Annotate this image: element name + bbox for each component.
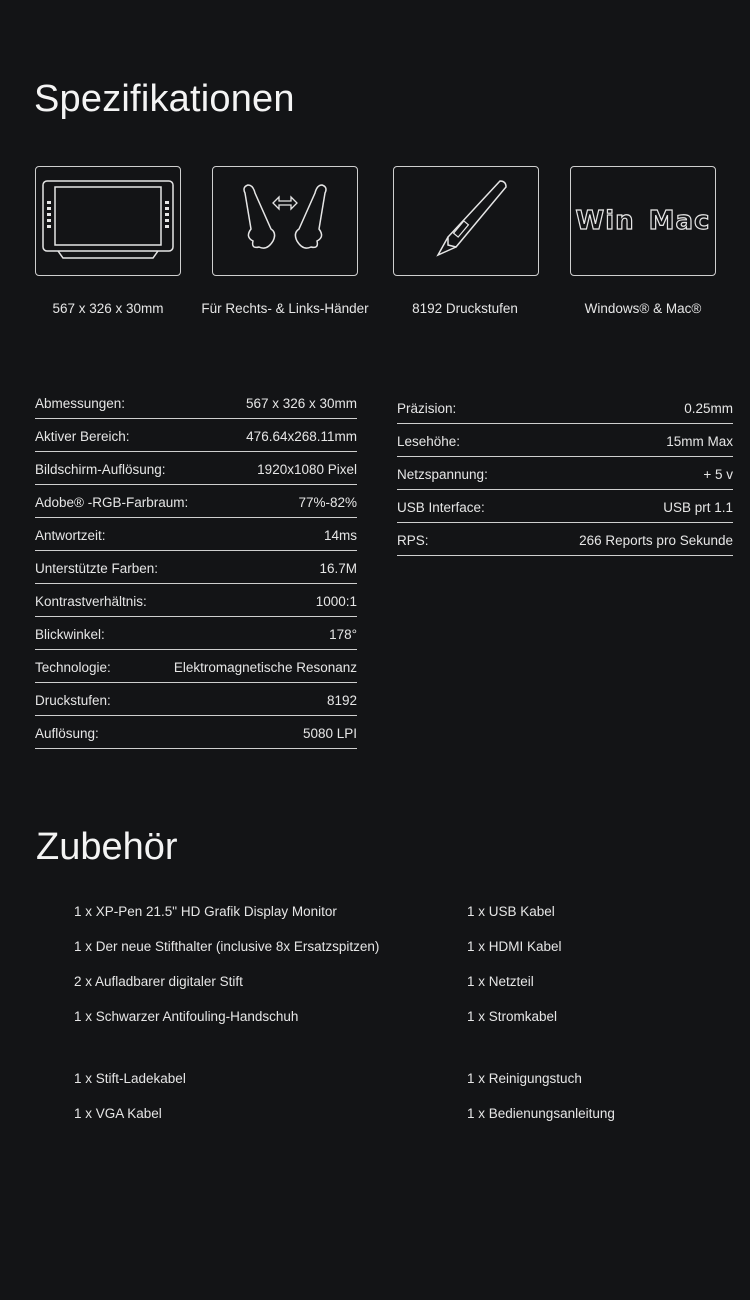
feature-box-hands xyxy=(212,166,358,276)
spec-value: 476.64x268.11mm xyxy=(246,428,357,444)
spec-label: Bildschirm-Auflösung: xyxy=(35,461,166,477)
accessory-item: 1 x USB Kabel xyxy=(467,904,555,919)
feature-box-os xyxy=(570,166,716,276)
spec-row xyxy=(35,419,357,452)
accessory-item: 1 x Bedienungsanleitung xyxy=(467,1106,615,1121)
spec-value: 266 Reports pro Sekunde xyxy=(579,532,733,548)
accessory-item: 1 x XP-Pen 21.5" HD Grafik Display Monitor xyxy=(74,904,337,919)
spec-label: Antwortzeit: xyxy=(35,527,106,543)
feature-caption: Für Rechts- & Links-Händer xyxy=(201,301,369,316)
feature-box-dimensions xyxy=(35,166,181,276)
stylus-pen-icon xyxy=(396,171,536,271)
spec-row xyxy=(35,617,357,650)
spec-label: RPS: xyxy=(397,532,429,548)
spec-value: 0.25mm xyxy=(684,400,733,416)
accessory-item: 1 x Schwarzer Antifouling-Handschuh xyxy=(74,1009,299,1024)
spec-value: 567 x 326 x 30mm xyxy=(245,395,357,411)
accessory-item: 1 x Stift-Ladekabel xyxy=(74,1071,186,1086)
spec-row xyxy=(35,584,357,617)
accessory-item: 1 x Der neue Stifthalter (inclusive 8x Ersatzspitzen) xyxy=(74,939,380,954)
accessory-item: 1 x Netzteil xyxy=(467,974,534,989)
spec-row xyxy=(35,452,357,485)
spec-row xyxy=(397,490,733,523)
left-right-hands-icon xyxy=(215,171,355,271)
spec-table-left xyxy=(35,386,357,749)
spec-row xyxy=(35,485,357,518)
accessory-item: 1 x HDMI Kabel xyxy=(467,939,562,954)
spec-label: USB Interface: xyxy=(397,499,485,515)
spec-row xyxy=(397,523,733,556)
tablet-display-icon xyxy=(38,171,178,271)
feature-caption: Windows® & Mac® xyxy=(584,301,702,316)
accessory-item: 1 x VGA Kabel xyxy=(74,1106,162,1121)
spec-value: 1920x1080 Pixel xyxy=(257,461,357,477)
spec-row xyxy=(397,391,733,424)
spec-label: Präzision: xyxy=(397,400,457,416)
spec-row xyxy=(35,650,357,683)
spec-label: Abmessungen: xyxy=(35,395,126,411)
spec-value: 1000:1 xyxy=(315,593,357,609)
spec-row xyxy=(397,457,733,490)
spec-label: Lesehöhe: xyxy=(397,433,461,449)
spec-row xyxy=(35,716,357,749)
spec-row xyxy=(397,424,733,457)
accessory-item: 1 x Stromkabel xyxy=(467,1009,558,1024)
accessory-item: 1 x Reinigungstuch xyxy=(467,1071,582,1086)
accessory-item: 2 x Aufladbarer digitaler Stift xyxy=(74,974,243,989)
spec-label: Blickwinkel: xyxy=(35,626,105,642)
spec-row xyxy=(35,386,357,419)
spec-label: Kontrastverhältnis: xyxy=(35,593,147,609)
feature-box-pressure xyxy=(393,166,539,276)
spec-value: 14ms xyxy=(323,527,357,543)
spec-value: 5080 LPI xyxy=(302,725,357,741)
spec-label: Netzspannung: xyxy=(397,466,488,482)
windows-label: Win xyxy=(575,206,635,236)
spec-value: USB prt 1.1 xyxy=(663,499,733,515)
spec-value: 16.7M xyxy=(319,560,357,576)
spec-value: Elektromagnetische Resonanz xyxy=(173,659,357,675)
mac-label: Mac xyxy=(648,206,711,236)
spec-label: Aktiver Bereich: xyxy=(35,428,130,444)
spec-label: Adobe® -RGB-Farbraum: xyxy=(35,494,189,510)
spec-label: Unterstützte Farben: xyxy=(35,560,159,576)
spec-value: 8192 xyxy=(326,692,357,708)
spec-value: + 5 v xyxy=(703,466,733,482)
spec-label: Auflösung: xyxy=(35,725,99,741)
section-title-specifications: Spezifikationen xyxy=(34,78,295,120)
section-title-accessories: Zubehör xyxy=(36,826,178,868)
feature-caption: 8192 Druckstufen xyxy=(412,301,518,316)
spec-row xyxy=(35,683,357,716)
spec-label: Technologie: xyxy=(35,659,111,675)
spec-value: 77%-82% xyxy=(298,494,357,510)
spec-row xyxy=(35,551,357,584)
spec-table-right xyxy=(397,391,733,556)
spec-row xyxy=(35,518,357,551)
feature-caption: 567 x 326 x 30mm xyxy=(52,301,164,316)
spec-value: 178° xyxy=(329,626,357,642)
spec-label: Druckstufen: xyxy=(35,692,111,708)
spec-value: 15mm Max xyxy=(666,433,733,449)
